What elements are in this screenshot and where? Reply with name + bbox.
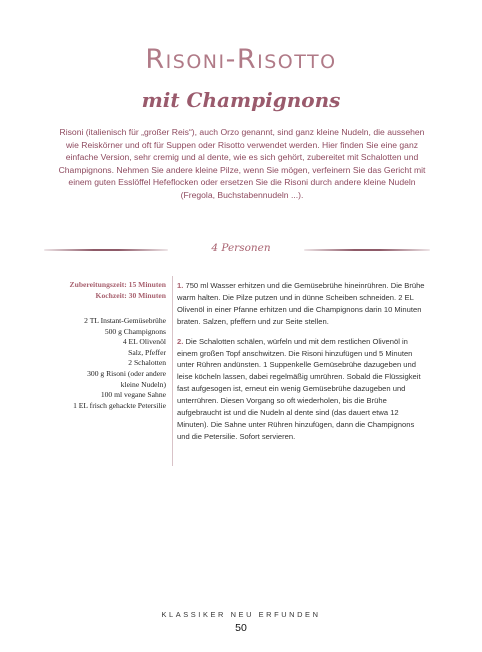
cook-time: Kochzeit: 30 Minuten (95, 290, 166, 300)
step-1 (177, 280, 429, 328)
ingredient-item: 300 g Risoni (oder andere (87, 368, 166, 378)
ingredient-item: 1 EL frisch gehackte Petersilie (73, 400, 166, 410)
page-number: 50 (235, 622, 247, 634)
recipe-intro: Risoni (italienisch für „großer Reis“), auch Orzo genannt, sind ganz kleine Nudeln, die aussehen wie Reiskörner und oft für Suppen oder Risotto verwendet werden. Hier finden Sie eine ganz einfache Version, sehr cremig und al dente, wie es sich gehört, zubereitet mit Schalotten und Champignons. Nehmen Sie andere kleine Pilze, wenn Sie mögen, verfeinern Sie das Gericht mit einem guten Esslöffel Hefeflocken oder ersetzen Sie die Risoni durch andere kleine Nudeln (Fregola, Buchstabennudeln ...). (58, 127, 426, 200)
instruction-steps (177, 280, 429, 451)
chapter-label: KLASSIKER NEU ERFUNDEN (161, 610, 321, 619)
step-text: Die Schalotten schälen, würfeln und mit dem restlichen Olivenöl in einem großen Topf anschwitzen. Die Risoni hinzufügen und 5 Minuten unter Rühren andünsten. 1 Suppenkelle Gemüsebrühe dazugeben und leise köcheln lassen, dabei regelmäßig umrühren. Sobald die Flüssigkeit fast aufgesogen ist, erneut ein wenig Gemüsebrühe dazugeben und unterrühren. Diesen Vorgang so oft wiederholen, bis die Brühe aufgebraucht ist und die Nudeln al dente sind (das dauert etwa 12 Minuten). Die Sahne unter Rühren hinzufügen, dann die Champignons und die Petersilie. Sofort servieren. (177, 336, 421, 441)
step-number: 1. (177, 281, 184, 290)
step-number: 2. (177, 336, 184, 346)
column-separator (172, 276, 173, 466)
ingredient-item: 4 EL Olivenöl (122, 337, 166, 347)
ingredient-item: kleine Nudeln) (120, 379, 166, 389)
recipe-title: Risoni-Risotto (145, 44, 337, 75)
ingredient-list (44, 316, 166, 411)
step-2 (177, 336, 429, 443)
time-info (44, 280, 166, 302)
ingredient-item: 2 Schalotten (128, 358, 166, 368)
recipe-subtitle: mit Champignons (141, 88, 341, 112)
step-text: 750 ml Wasser erhitzen und die Gemüsebrühe hineinrühren. Die Brühe warm halten. Die Pilze putzen und in dünne Scheiben schneiden. 2 EL Olivenöl in einer Pfanne erhitzen und die Champignons darin 10 Minuten braten. Salzen, pfeffern und zur Seite stellen. (177, 281, 425, 326)
prep-time: Zubereitungszeit: 15 Minuten (69, 280, 166, 289)
ingredient-item: Salz, Pfeffer (128, 347, 166, 357)
servings-label: 4 Personen (211, 242, 271, 254)
ingredient-item: 2 TL Instant-Gemüsebrühe (84, 316, 166, 325)
divider-right (304, 249, 430, 251)
ingredient-item: 500 g Champignons (104, 326, 166, 336)
ingredient-item: 100 ml vegane Sahne (100, 390, 166, 400)
